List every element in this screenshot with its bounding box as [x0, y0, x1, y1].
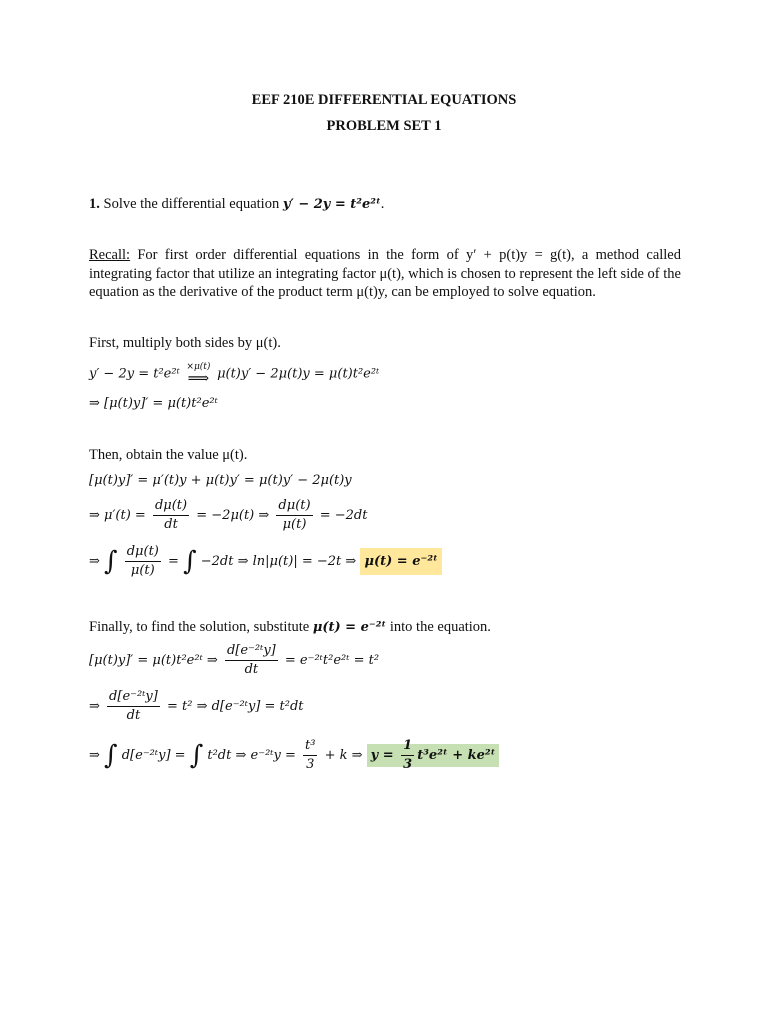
denominator: dt [244, 662, 259, 677]
step3-text [89, 619, 491, 636]
step3-text-eq: μ(t) = e⁻²ᵗ [312, 620, 387, 635]
step3-text-post: into the equation. [389, 619, 491, 635]
step3-line3-c: + k ⇒ [324, 748, 363, 763]
step2-line1: [μ(t)y]′ = μ′(t)y + μ(t)y′ = μ(t)y′ − 2μ(t)y [89, 473, 352, 488]
step1-line1-left: y′ − 2y = t²e²ᵗ [89, 366, 180, 382]
recall-text: For first order differential equations in the form of y′ + p(t)y = g(t), a method called integrating factor that utilize an integrating factor μ(t), which is chosen to represent the left side of the equation as the derivative of the product term μ(t)y, can be employed to solve equation. [89, 247, 681, 300]
denominator: 3 [306, 757, 315, 772]
implies-symbol: ⇒ [89, 699, 100, 714]
step3-line1-pre: [μ(t)y]′ = μ(t)t²e²ᵗ ⇒ [89, 653, 218, 668]
final-solution-highlight [367, 738, 500, 772]
step3-line1-post: = e⁻²ᵗt²e²ᵗ = t² [284, 653, 380, 668]
fraction [125, 543, 161, 580]
numerator: dμ(t) [276, 497, 312, 516]
result-pre: y = [370, 748, 394, 763]
step3-line1 [89, 642, 379, 679]
fraction [303, 737, 317, 774]
denominator: dt [126, 708, 141, 723]
step3-text-pre: Finally, to find the solution, substitute [89, 619, 310, 635]
denominator: μ(t) [130, 563, 155, 578]
fraction [276, 497, 312, 534]
numerator: d[e⁻²ᵗy] [225, 642, 278, 661]
problem-text: Solve the differential equation [103, 196, 280, 212]
denominator: μ(t) [282, 517, 307, 532]
arrow-label: ×μ(t) [186, 362, 211, 372]
document-title: EEF 210E DIFFERENTIAL EQUATIONS [251, 92, 517, 108]
integral-symbol: ∫ [189, 740, 204, 771]
fraction [225, 642, 278, 679]
step3-line2 [89, 688, 304, 725]
step3-line2-post: = t² ⇒ d[e⁻²ᵗy] = t²dt [166, 699, 304, 714]
numerator: dμ(t) [153, 497, 189, 516]
problem-number: 1. [89, 196, 100, 212]
denominator: 3 [403, 757, 413, 772]
fraction [107, 688, 160, 725]
step1-line2: ⇒ [μ(t)y]′ = μ(t)t²e²ᵗ [89, 396, 218, 411]
step1-line1-right: μ(t)y′ − 2μ(t)y = μ(t)t²e²ᵗ [217, 366, 380, 382]
step3-line3 [89, 737, 499, 774]
implies-symbol: ⇒ [89, 748, 100, 763]
long-arrow-icon: ⟹ [187, 371, 210, 387]
step3-line3-b: t²dt ⇒ e⁻²ᵗy = [207, 748, 296, 763]
step2-line2-pre: ⇒ μ′(t) = [89, 508, 146, 523]
step1-line1 [89, 362, 379, 386]
step3-line3-a: d[e⁻²ᵗy] = [121, 748, 186, 763]
equals-symbol: = [168, 554, 179, 569]
step2-text: Then, obtain the value μ(t). [89, 447, 248, 463]
recall-label: Recall: [89, 247, 131, 263]
step2-line2 [89, 497, 367, 534]
fraction [153, 497, 189, 534]
implies-symbol: ⇒ [89, 554, 100, 569]
mu-result-highlight: μ(t) = e⁻²ᵗ [360, 548, 441, 575]
multiply-arrow [186, 362, 210, 386]
step2-line2-mid: = −2μ(t) ⇒ [196, 508, 270, 523]
step2-line3 [89, 543, 442, 580]
step2-line3-post: −2dt ⇒ ln|μ(t)| = −2t ⇒ [200, 554, 357, 569]
integral-symbol: ∫ [104, 546, 118, 577]
problem-set-title: PROBLEM SET 1 [326, 118, 442, 134]
numerator: dμ(t) [125, 543, 161, 562]
step2-line2-post: = −2dt [319, 508, 368, 523]
problem-statement [89, 196, 384, 213]
step1-text: First, multiply both sides by μ(t). [89, 335, 281, 351]
problem-period: . [380, 196, 385, 212]
problem-equation: y′ − 2y = t²e²ᵗ [282, 197, 381, 212]
recall-paragraph [89, 246, 681, 302]
numerator: t³ [303, 737, 317, 756]
numerator: d[e⁻²ᵗy] [107, 688, 160, 707]
integral-symbol: ∫ [104, 740, 118, 771]
integral-symbol: ∫ [183, 546, 197, 577]
result-post: t³e²ᵗ + ke²ᵗ [417, 748, 496, 763]
numerator: 1 [401, 737, 414, 756]
fraction [401, 737, 414, 774]
denominator: dt [164, 517, 178, 532]
